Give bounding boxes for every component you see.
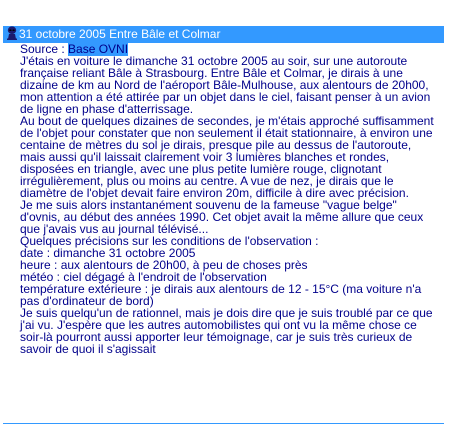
- bottom-divider: [3, 423, 444, 424]
- source-value: Base OVNI: [68, 42, 129, 56]
- report-body: [20, 43, 438, 355]
- report-title: 31 octobre 2005 Entre Bâle et Colmar: [19, 27, 221, 41]
- condition-temperature: température extérieure : je dirais aux alentours de 12 - 15°C (ma voiture n'a pas d'ordinateur de bord): [20, 282, 422, 308]
- paragraph-description: Au bout de quelques dizaines de secondes, je m'étais approché suffisamment de l'objet pour constater que non seulement il était stationnaire, à environ une centaine de mètres du sol je dirais, presque pile au dessus de l'autoroute, mais aussi qu'il laissait clairement voir 3 lumières blanches et rondes, disposées en triangle, avec une plus petite lumière rouge, clignotant irrégulièrement, plus ou moins au centre. A vue de nez, je dirais que le diamètre de l'objet devait faire environ 20m, difficile à dire avec précision.: [20, 114, 434, 200]
- condition-time: heure : aux alentours de 20h00, à peu de choses près: [20, 258, 308, 272]
- condition-date: date : dimanche 31 octobre 2005: [20, 246, 196, 260]
- paragraph-conclusion: Je suis quelqu'un de rationnel, mais je dois dire que je suis troublé par ce que j'ai vu. J'espère que les autres automobilistes qui ont vu la même chose ce soir-là pourront aussi apporter leur témoignage, car je suis très curieux de savoir de quoi il s'agissait: [20, 306, 433, 356]
- source-label: Source :: [20, 42, 69, 56]
- alien-figure-icon: [6, 26, 18, 40]
- condition-weather: météo : ciel dégagé à l'endroit de l'observation: [20, 270, 267, 284]
- report-header-bar: [3, 26, 444, 43]
- paragraph-belgian-wave: Je me suis alors instantanément souvenu de la fameuse "vague belge" d'ovnis, au début des années 1990. Cet objet avait la même allure que ceux que j'avais vus au journal télévisé...: [20, 198, 424, 236]
- paragraph-account: J'étais en voiture le dimanche 31 octobre 2005 au soir, sur une autoroute française reliant Bâle à Strasbourg. Entre Bâle et Colmar, je dirais à une dizaine de km au Nord de l'aéroport Bâle-Mulhouse, aux alentours de 20h00, mon attention a été attirée par un objet dans le ciel, faisant penser à un avion de ligne en phase d'atterrissage.: [20, 54, 431, 116]
- conditions-heading: Quelques précisions sur les conditions de l'observation :: [20, 234, 319, 248]
